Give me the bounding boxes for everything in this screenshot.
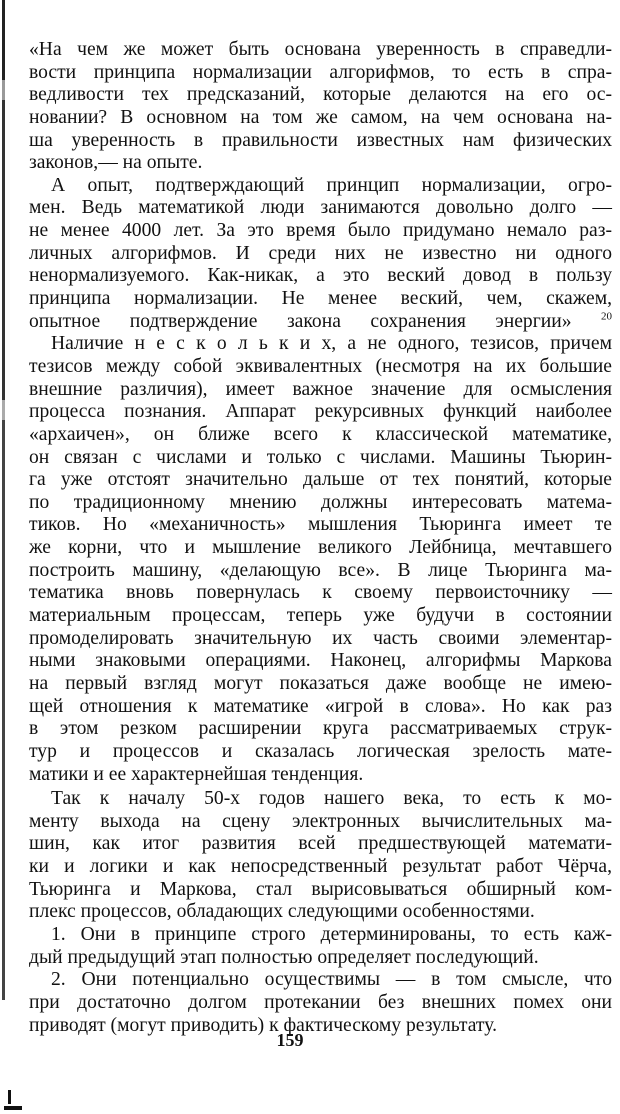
text-line	[29, 673, 612, 696]
scan-edge	[2, 0, 5, 1000]
paragraph	[29, 175, 612, 333]
text-line-content: 1. Они в принципе строго детерминированы, то есть каж-	[51, 923, 612, 945]
text-line	[29, 175, 612, 198]
paragraph	[29, 969, 612, 1037]
text-line	[29, 333, 612, 356]
text-line-content: он связан с числами и только с числами. Машины Тьюрин-	[29, 446, 612, 468]
text-line-content: Тьюринга и Маркова, стал вырисовываться обширный ком-	[29, 878, 612, 900]
text-line	[29, 447, 612, 470]
text-line-content: новании? В основном на том же самом, на чем основана на-	[29, 106, 612, 128]
text-line	[29, 288, 612, 311]
page-body	[29, 39, 612, 1037]
text-line	[29, 514, 612, 537]
text-line	[29, 379, 612, 402]
text-line-content: ки и логики и как непосредственный результат работ Чёрча,	[29, 856, 612, 878]
text-line-content: дый предыдущий этап полностью определяет последующий.	[29, 946, 539, 968]
text-line-content: процесса познания. Аппарат рекурсивных функций наиболее	[29, 401, 612, 423]
text-line-content: шин, как итог развития всей предшествующей математи-	[29, 833, 612, 855]
text-line-content: законов,— на опыте.	[29, 152, 203, 174]
text-line	[29, 220, 612, 243]
text-line	[29, 469, 612, 492]
text-line	[29, 901, 612, 924]
text-line	[29, 62, 612, 85]
text-line	[29, 424, 612, 447]
text-line	[29, 582, 612, 605]
text-line-content: «архаичен», он ближе всего к классической математике,	[29, 423, 612, 445]
page-number: 159	[276, 1030, 304, 1050]
text-line	[29, 811, 612, 834]
text-line-content: в этом резком расширении круга рассматриваемых струк-	[29, 718, 612, 740]
text-line-content: внешние различия), имеет важное значение для осмысления	[29, 378, 612, 400]
text-line-content: Наличие н е с к о л ь к и х, а не одного, тезисов, причем	[51, 333, 612, 355]
text-line-content: принципа нормализации. Не менее веский, чем, скажем,	[29, 288, 612, 310]
text-line-content: тезисов между собой эквивалентных (несмотря на их большие	[29, 355, 612, 377]
text-line-content: опытное подтверждение закона сохранения энергии»	[29, 310, 572, 332]
text-line	[29, 130, 612, 153]
text-line	[29, 856, 612, 879]
text-line-content: тур и процессов и сказалась логическая зрелость мате-	[29, 740, 612, 762]
text-line	[29, 311, 612, 334]
text-line-content: матики и ее характернейшая тенденция.	[29, 763, 364, 785]
text-line-content: же корни, что и мышление великого Лейбница, мечтавшего	[29, 537, 612, 559]
text-line-content: тематика вновь повернулась к своему первоисточнику —	[29, 582, 612, 604]
paragraph	[29, 924, 612, 969]
text-line	[29, 947, 612, 970]
text-line-content: материальным процессам, теперь уже будучи в состоянии	[29, 605, 612, 627]
text-line	[29, 84, 612, 107]
text-line-content: Так к началу 50-х годов нашего века, то есть к мо-	[51, 788, 612, 810]
text-line	[29, 718, 612, 741]
text-line	[29, 788, 612, 811]
text-line-content: «На чем же может быть основана уверенность в справедли-	[29, 39, 612, 60]
paragraph	[29, 39, 612, 175]
text-line-content: мен. Ведь математикой люди занимаются довольно долго —	[29, 197, 612, 219]
text-line	[29, 107, 612, 130]
text-line	[29, 39, 612, 62]
text-line-content: построить машину, «делающую все». В лице Тьюринга ма-	[29, 559, 612, 581]
scan-corner-mark	[4, 1098, 22, 1110]
text-line-content: не менее 4000 лет. За это время было придумано немало раз-	[29, 220, 612, 242]
text-line-content: плекс процессов, обладающих следующими особенностями.	[29, 901, 535, 923]
text-line	[29, 833, 612, 856]
text-line-content: тиков. Но «механичность» мышления Тьюринга имеет те	[29, 514, 612, 536]
text-line-content: менту выхода на сцену электронных вычислительных ма-	[29, 810, 612, 832]
text-line-content: ненормализуемого. Как-никак, а это веский довод в пользу	[29, 265, 612, 287]
text-line	[29, 696, 612, 719]
text-line-content: на первый взгляд могут показаться даже вообще не имею-	[29, 672, 612, 694]
text-line	[29, 879, 612, 902]
text-line	[29, 560, 612, 583]
text-line	[29, 243, 612, 266]
text-line	[29, 924, 612, 947]
text-line	[29, 969, 612, 992]
paragraph	[29, 333, 612, 788]
text-line-content: приводят (могут приводить) к фактическому результату.	[29, 1014, 497, 1036]
text-line-content: ша уверенность в правильности известных нам физических	[29, 129, 612, 151]
text-line	[29, 741, 612, 764]
text-line-content: по традиционному мнению должны интересовать матема-	[29, 491, 612, 513]
text-line	[29, 605, 612, 628]
text-line	[29, 197, 612, 220]
text-line-content: личных алгорифмов. И среди них не известно ни одного	[29, 242, 612, 264]
paragraph	[29, 788, 612, 924]
text-line	[29, 401, 612, 424]
text-line	[29, 492, 612, 515]
footnote-ref: 20	[601, 310, 612, 323]
text-line-content: ными знаковыми операциями. Наконец, алгорифмы Маркова	[29, 650, 612, 672]
text-line	[29, 650, 612, 673]
text-line-content: щей отношения к математике «игрой в слова». Но как раз	[29, 695, 612, 717]
text-line	[29, 537, 612, 560]
text-line	[29, 764, 612, 787]
text-line-content: промоделировать значительную их часть своими элементар-	[29, 627, 612, 649]
text-line	[29, 992, 612, 1015]
text-line-content: вости принципа нормализации алгорифмов, то есть в спра-	[29, 61, 612, 83]
text-line	[29, 152, 612, 175]
text-line	[29, 265, 612, 288]
text-line	[29, 356, 612, 379]
text-line-content: А опыт, подтверждающий принцип нормализации, огро-	[51, 174, 612, 196]
text-line-content: 2. Они потенциально осуществимы — в том смысле, что	[51, 969, 612, 991]
text-line	[29, 628, 612, 651]
text-line-content: при достаточно долгом протекании без внешних помех они	[29, 991, 612, 1013]
text-line-content: ведливости тех предсказаний, которые делаются на его ос-	[29, 84, 612, 106]
text-line-content: га уже отстоят значительно дальше от тех понятий, которые	[29, 469, 612, 491]
